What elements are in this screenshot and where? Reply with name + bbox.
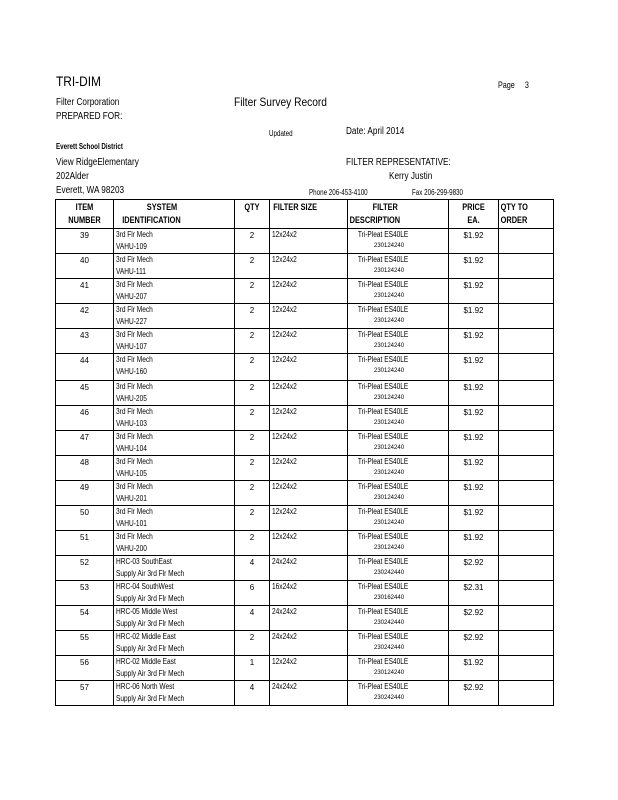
qty-cell: 2 (235, 279, 270, 304)
table-row (56, 656, 554, 681)
part-code: 230124240 (374, 545, 405, 551)
price-cell: $1.92 (449, 279, 499, 304)
filter-size-cell: 16x24x2 (270, 581, 348, 606)
filter-description-cell (348, 606, 449, 631)
system-identification-cell (114, 681, 235, 706)
filter-size-cell: 12x24x2 (270, 656, 348, 681)
qty-cell: 4 (235, 556, 270, 581)
part-code: 230124240 (374, 293, 405, 299)
description-line: Tri-Pleat ES40LE (357, 507, 409, 516)
system-line-2: Supply Air 3rd Flr Mech (116, 619, 185, 628)
qty-cell: 2 (235, 381, 270, 406)
system-line-1: HRC-05 Middle West (116, 607, 178, 616)
system-identification-cell (114, 254, 235, 279)
table-row (56, 279, 554, 304)
qty-cell: 2 (235, 431, 270, 456)
fax-number: Fax 206-299-9830 (412, 188, 464, 197)
part-code: 230242440 (374, 695, 405, 701)
price-cell: $1.92 (449, 431, 499, 456)
system-line-2: VAHU-201 (116, 494, 147, 503)
header-system-identification: SYSTEM IDENTIFICATION (114, 200, 235, 229)
system-line-2: VAHU-111 (116, 267, 146, 276)
qty-to-order-cell[interactable] (499, 431, 554, 456)
date-label: Date: April 2014 (346, 126, 405, 137)
item-number-cell: 45 (56, 381, 114, 406)
table-row (56, 381, 554, 406)
part-code: 230124240 (374, 520, 405, 526)
qty-to-order-cell[interactable] (499, 631, 554, 656)
price-cell: $1.92 (449, 254, 499, 279)
part-code: 230124240 (374, 445, 405, 451)
item-number-cell: 52 (56, 556, 114, 581)
table-row (56, 456, 554, 481)
qty-to-order-cell[interactable] (499, 354, 554, 381)
filter-size-cell: 24x24x2 (270, 556, 348, 581)
qty-to-order-cell[interactable] (499, 304, 554, 329)
filter-size-cell: 12x24x2 (270, 354, 348, 381)
system-line-1: 3rd Flr Mech (116, 507, 153, 516)
system-identification-cell (114, 556, 235, 581)
prepared-for-label: PREPARED FOR: (56, 111, 123, 122)
system-line-1: HRC-03 SouthEast (116, 557, 172, 566)
part-code: 230124240 (374, 368, 405, 374)
system-line-1: 3rd Flr Mech (116, 532, 153, 541)
filter-description-cell (348, 481, 449, 506)
price-cell: $1.92 (449, 329, 499, 354)
item-number-cell: 51 (56, 531, 114, 556)
filter-description-cell (348, 354, 449, 381)
part-code: 230124240 (374, 243, 405, 249)
filter-description-cell (348, 431, 449, 456)
price-cell: $2.92 (449, 606, 499, 631)
system-line-2: Supply Air 3rd Flr Mech (116, 694, 185, 703)
part-code: 230162440 (374, 595, 405, 601)
system-line-2: VAHU-104 (116, 444, 147, 453)
price-cell: $1.92 (449, 656, 499, 681)
item-number-cell: 39 (56, 229, 114, 254)
filter-size-cell: 12x24x2 (270, 304, 348, 329)
filter-survey-table (55, 199, 554, 706)
system-line-1: 3rd Flr Mech (116, 407, 153, 416)
header-item-number: ITEM NUMBER (56, 200, 114, 229)
table-row (56, 431, 554, 456)
item-number-cell: 44 (56, 354, 114, 381)
filter-size-cell: 24x24x2 (270, 606, 348, 631)
table-row (56, 506, 554, 531)
header-price-each: PRICE EA. (449, 200, 499, 229)
price-cell: $1.92 (449, 481, 499, 506)
description-line: Tri-Pleat ES40LE (357, 532, 409, 541)
price-cell: $1.92 (449, 406, 499, 431)
system-identification-cell (114, 354, 235, 381)
description-line: Tri-Pleat ES40LE (357, 457, 409, 466)
filter-description-cell (348, 556, 449, 581)
system-line-1: 3rd Flr Mech (116, 382, 153, 391)
description-line: Tri-Pleat ES40LE (357, 682, 409, 691)
item-number-cell: 40 (56, 254, 114, 279)
system-line-1: HRC-06 North West (116, 682, 175, 691)
system-identification-cell (114, 304, 235, 329)
part-code: 230124240 (374, 343, 405, 349)
header-filter-description: FILTER DESCRIPTION (348, 200, 449, 229)
item-number-cell: 54 (56, 606, 114, 631)
system-line-1: 3rd Flr Mech (116, 230, 153, 239)
system-identification-cell (114, 656, 235, 681)
price-cell: $1.92 (449, 304, 499, 329)
qty-to-order-cell[interactable] (499, 406, 554, 431)
qty-cell: 4 (235, 681, 270, 706)
filter-description-cell (348, 329, 449, 354)
filter-description-cell (348, 229, 449, 254)
table-row (56, 531, 554, 556)
part-code: 230124240 (374, 318, 405, 324)
system-line-2: VAHU-227 (116, 317, 147, 326)
page-number: 3 (524, 80, 529, 90)
table-row (56, 556, 554, 581)
rep-name: Kerry Justin (389, 171, 433, 182)
part-code: 230124240 (374, 495, 405, 501)
filter-size-cell: 12x24x2 (270, 481, 348, 506)
qty-to-order-cell[interactable] (499, 229, 554, 254)
filter-description-cell (348, 456, 449, 481)
qty-to-order-cell[interactable] (499, 606, 554, 631)
filter-size-cell: 12x24x2 (270, 531, 348, 556)
filter-size-cell: 24x24x2 (270, 631, 348, 656)
table-row (56, 631, 554, 656)
item-number-cell: 43 (56, 329, 114, 354)
part-code: 230124240 (374, 420, 405, 426)
qty-to-order-cell[interactable] (499, 481, 554, 506)
system-line-2: Supply Air 3rd Flr Mech (116, 569, 185, 578)
system-identification-cell (114, 606, 235, 631)
item-number-cell: 41 (56, 279, 114, 304)
qty-to-order-cell[interactable] (499, 681, 554, 706)
price-cell: $2.92 (449, 556, 499, 581)
system-line-2: Supply Air 3rd Flr Mech (116, 644, 185, 653)
item-number-cell: 48 (56, 456, 114, 481)
price-cell: $2.31 (449, 581, 499, 606)
filter-size-cell: 12x24x2 (270, 279, 348, 304)
system-line-1: 3rd Flr Mech (116, 355, 153, 364)
system-line-2: VAHU-160 (116, 367, 147, 376)
system-line-1: 3rd Flr Mech (116, 330, 153, 339)
table-header-row (56, 200, 554, 229)
price-cell: $1.92 (449, 506, 499, 531)
brand-name: TRI-DIM (56, 73, 101, 89)
header-qty-to-order: QTY TO ORDER (499, 200, 554, 229)
item-number-cell: 46 (56, 406, 114, 431)
table-row (56, 329, 554, 354)
price-cell: $1.92 (449, 531, 499, 556)
system-identification-cell (114, 481, 235, 506)
table-row (56, 681, 554, 706)
company-name: Filter Corporation (56, 97, 120, 108)
qty-cell: 2 (235, 531, 270, 556)
part-code: 230124240 (374, 268, 405, 274)
item-number-cell: 57 (56, 681, 114, 706)
rep-label: FILTER REPRESENTATIVE: (346, 157, 451, 168)
item-number-cell: 49 (56, 481, 114, 506)
qty-cell: 2 (235, 354, 270, 381)
table-row (56, 581, 554, 606)
description-line: Tri-Pleat ES40LE (357, 632, 409, 641)
header-qty: QTY (235, 200, 270, 229)
filter-description-cell (348, 406, 449, 431)
table-row (56, 406, 554, 431)
part-code: 230242440 (374, 645, 405, 651)
price-cell: $1.92 (449, 229, 499, 254)
system-identification-cell (114, 381, 235, 406)
qty-to-order-cell[interactable] (499, 279, 554, 304)
customer-district: Everett School District (56, 142, 123, 151)
table-row (56, 254, 554, 279)
filter-size-cell: 12x24x2 (270, 381, 348, 406)
system-line-1: HRC-02 Middle East (116, 657, 176, 666)
system-line-2: VAHU-109 (116, 242, 147, 251)
filter-size-cell: 12x24x2 (270, 506, 348, 531)
description-line: Tri-Pleat ES40LE (357, 482, 409, 491)
qty-to-order-cell[interactable] (499, 581, 554, 606)
system-identification-cell (114, 431, 235, 456)
table-row (56, 606, 554, 631)
table-row (56, 354, 554, 381)
qty-cell: 2 (235, 506, 270, 531)
filter-description-cell (348, 631, 449, 656)
customer-street: 202Alder (56, 171, 89, 182)
qty-to-order-cell[interactable] (499, 329, 554, 354)
document-title: Filter Survey Record (234, 95, 327, 109)
table-row (56, 229, 554, 254)
customer-city: Everett, WA 98203 (56, 185, 125, 196)
description-line: Tri-Pleat ES40LE (357, 305, 409, 314)
item-number-cell: 42 (56, 304, 114, 329)
system-identification-cell (114, 329, 235, 354)
price-cell: $1.92 (449, 456, 499, 481)
filter-size-cell: 12x24x2 (270, 406, 348, 431)
price-cell: $2.92 (449, 631, 499, 656)
description-line: Tri-Pleat ES40LE (357, 355, 409, 364)
system-line-1: HRC-04 SouthWest (116, 582, 174, 591)
system-line-1: 3rd Flr Mech (116, 305, 153, 314)
description-line: Tri-Pleat ES40LE (357, 255, 409, 264)
qty-to-order-cell[interactable] (499, 381, 554, 406)
system-line-2: VAHU-207 (116, 292, 147, 301)
system-line-2: VAHU-200 (116, 544, 147, 553)
updated-label: Updated (269, 129, 293, 138)
description-line: Tri-Pleat ES40LE (357, 432, 409, 441)
qty-cell: 2 (235, 254, 270, 279)
description-line: Tri-Pleat ES40LE (357, 607, 409, 616)
part-code: 230242440 (374, 620, 405, 626)
filter-description-cell (348, 581, 449, 606)
qty-cell: 2 (235, 304, 270, 329)
filter-description-cell (348, 381, 449, 406)
filter-size-cell: 12x24x2 (270, 254, 348, 279)
part-code: 230124240 (374, 395, 405, 401)
header-filter-size: FILTER SIZE (270, 200, 348, 229)
page-label: Page (498, 80, 515, 90)
system-identification-cell (114, 631, 235, 656)
filter-description-cell (348, 531, 449, 556)
part-code: 230242440 (374, 570, 405, 576)
description-line: Tri-Pleat ES40LE (357, 230, 409, 239)
item-number-cell: 55 (56, 631, 114, 656)
system-line-1: HRC-02 Middle East (116, 632, 176, 641)
part-code: 230124240 (374, 670, 405, 676)
system-line-2: VAHU-107 (116, 342, 147, 351)
description-line: Tri-Pleat ES40LE (357, 382, 409, 391)
table-row (56, 304, 554, 329)
system-identification-cell (114, 406, 235, 431)
system-line-2: VAHU-105 (116, 469, 147, 478)
description-line: Tri-Pleat ES40LE (357, 657, 409, 666)
system-identification-cell (114, 229, 235, 254)
filter-size-cell: 12x24x2 (270, 431, 348, 456)
qty-to-order-cell[interactable] (499, 531, 554, 556)
description-line: Tri-Pleat ES40LE (357, 330, 409, 339)
phone-number: Phone 206-453-4100 (309, 188, 368, 197)
system-line-2: Supply Air 3rd Flr Mech (116, 669, 185, 678)
system-line-1: 3rd Flr Mech (116, 255, 153, 264)
qty-cell: 2 (235, 481, 270, 506)
page-indicator (498, 80, 529, 90)
qty-cell: 4 (235, 606, 270, 631)
price-cell: $2.92 (449, 681, 499, 706)
system-identification-cell (114, 506, 235, 531)
qty-cell: 2 (235, 229, 270, 254)
qty-cell: 1 (235, 656, 270, 681)
qty-to-order-cell[interactable] (499, 656, 554, 681)
system-identification-cell (114, 279, 235, 304)
qty-to-order-cell[interactable] (499, 556, 554, 581)
qty-cell: 2 (235, 329, 270, 354)
qty-cell: 2 (235, 406, 270, 431)
system-line-1: 3rd Flr Mech (116, 280, 153, 289)
qty-cell: 6 (235, 581, 270, 606)
part-code: 230124240 (374, 470, 405, 476)
item-number-cell: 56 (56, 656, 114, 681)
qty-to-order-cell[interactable] (499, 254, 554, 279)
price-cell: $1.92 (449, 381, 499, 406)
item-number-cell: 53 (56, 581, 114, 606)
filter-size-cell: 12x24x2 (270, 456, 348, 481)
qty-cell: 2 (235, 456, 270, 481)
item-number-cell: 47 (56, 431, 114, 456)
system-identification-cell (114, 581, 235, 606)
filter-size-cell: 12x24x2 (270, 229, 348, 254)
qty-cell: 2 (235, 631, 270, 656)
qty-to-order-cell[interactable] (499, 506, 554, 531)
system-line-2: VAHU-205 (116, 394, 147, 403)
filter-description-cell (348, 279, 449, 304)
system-line-1: 3rd Flr Mech (116, 457, 153, 466)
system-line-2: VAHU-101 (116, 519, 147, 528)
description-line: Tri-Pleat ES40LE (357, 407, 409, 416)
filter-description-cell (348, 681, 449, 706)
filter-description-cell (348, 506, 449, 531)
system-identification-cell (114, 456, 235, 481)
filter-description-cell (348, 304, 449, 329)
qty-to-order-cell[interactable] (499, 456, 554, 481)
system-line-2: VAHU-103 (116, 419, 147, 428)
item-number-cell: 50 (56, 506, 114, 531)
system-line-2: Supply Air 3rd Flr Mech (116, 594, 185, 603)
description-line: Tri-Pleat ES40LE (357, 557, 409, 566)
filter-size-cell: 12x24x2 (270, 329, 348, 354)
system-line-1: 3rd Flr Mech (116, 482, 153, 491)
system-line-1: 3rd Flr Mech (116, 432, 153, 441)
filter-size-cell: 24x24x2 (270, 681, 348, 706)
filter-description-cell (348, 254, 449, 279)
price-cell: $1.92 (449, 354, 499, 381)
description-line: Tri-Pleat ES40LE (357, 582, 409, 591)
table-row (56, 481, 554, 506)
filter-description-cell (348, 656, 449, 681)
customer-school: View RidgeElementary (56, 157, 139, 168)
description-line: Tri-Pleat ES40LE (357, 280, 409, 289)
system-identification-cell (114, 531, 235, 556)
